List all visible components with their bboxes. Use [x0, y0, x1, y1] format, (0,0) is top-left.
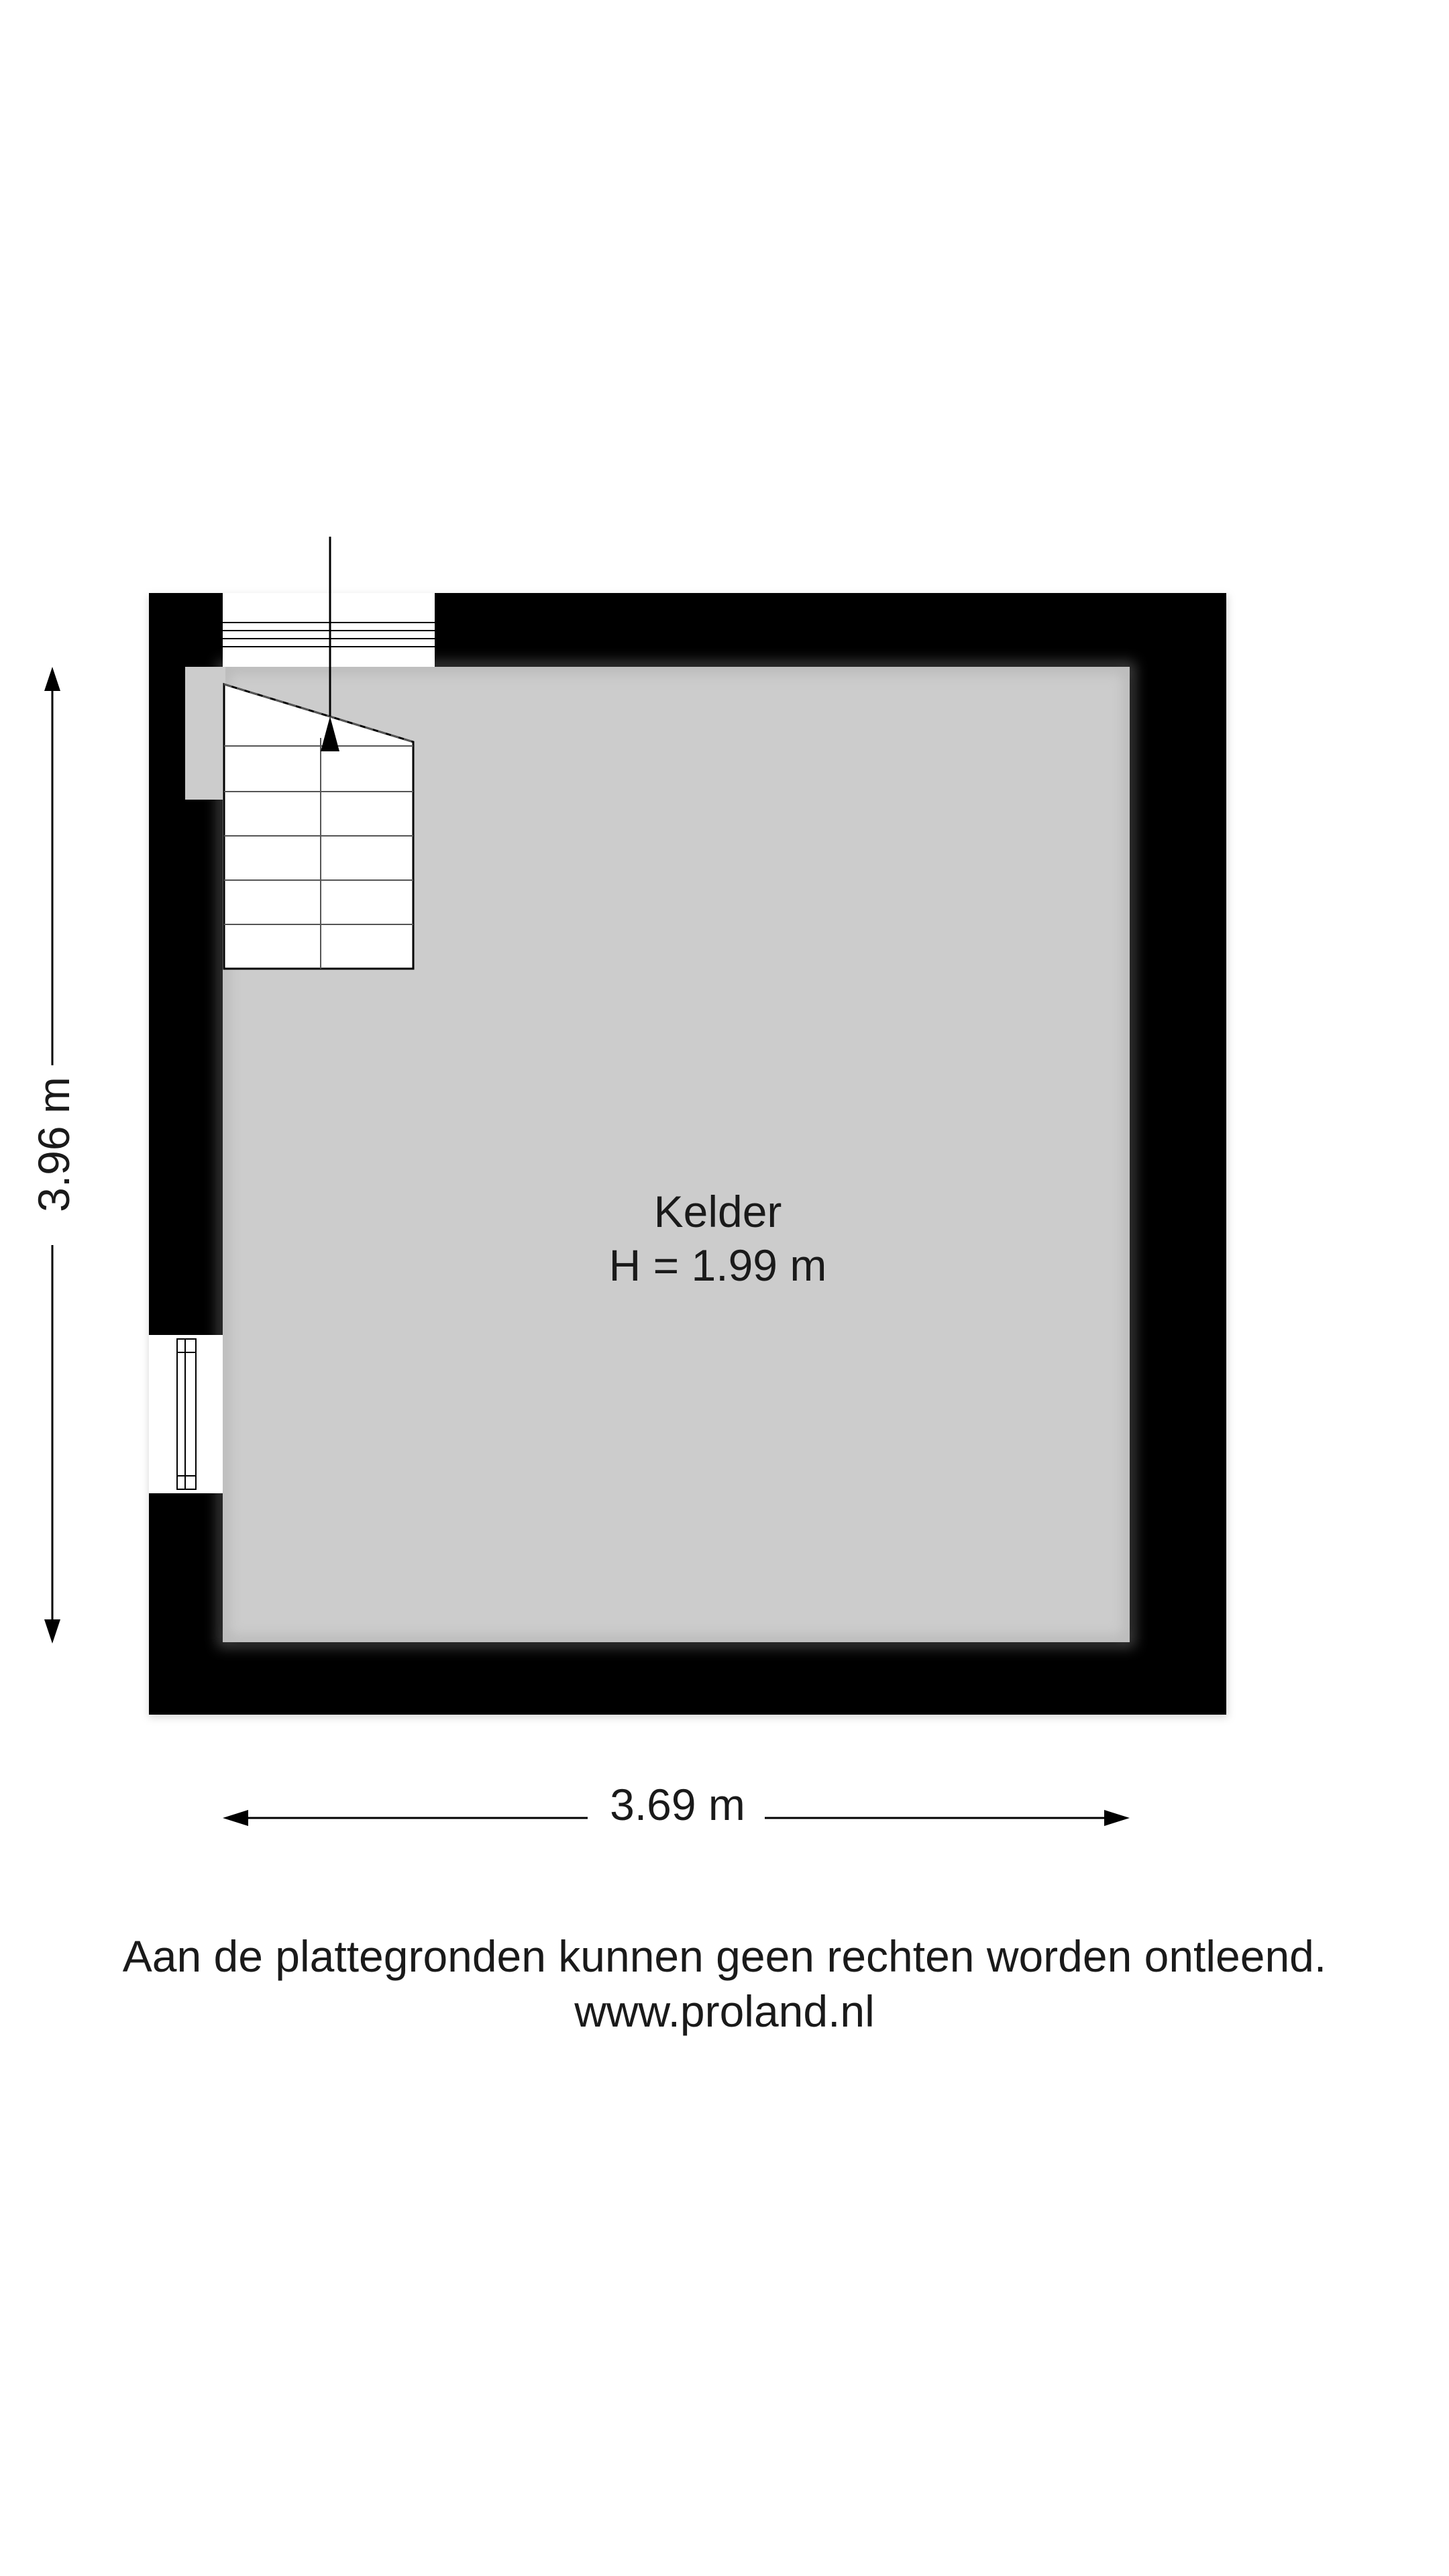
website-link[interactable]: www.proland.nl	[574, 1986, 875, 2036]
window-left	[149, 1335, 223, 1493]
floor-notch	[185, 667, 225, 800]
disclaimer-text: Aan de plattegronden kunnen geen rechten worden ontleend.	[122, 1931, 1327, 1981]
room-name: Kelder	[653, 1187, 782, 1236]
width-dimension-label: 3.69 m	[610, 1780, 745, 1829]
depth-dimension-label: 3.96 m	[29, 1077, 78, 1212]
room-height-label: H = 1.99 m	[608, 1240, 827, 1290]
